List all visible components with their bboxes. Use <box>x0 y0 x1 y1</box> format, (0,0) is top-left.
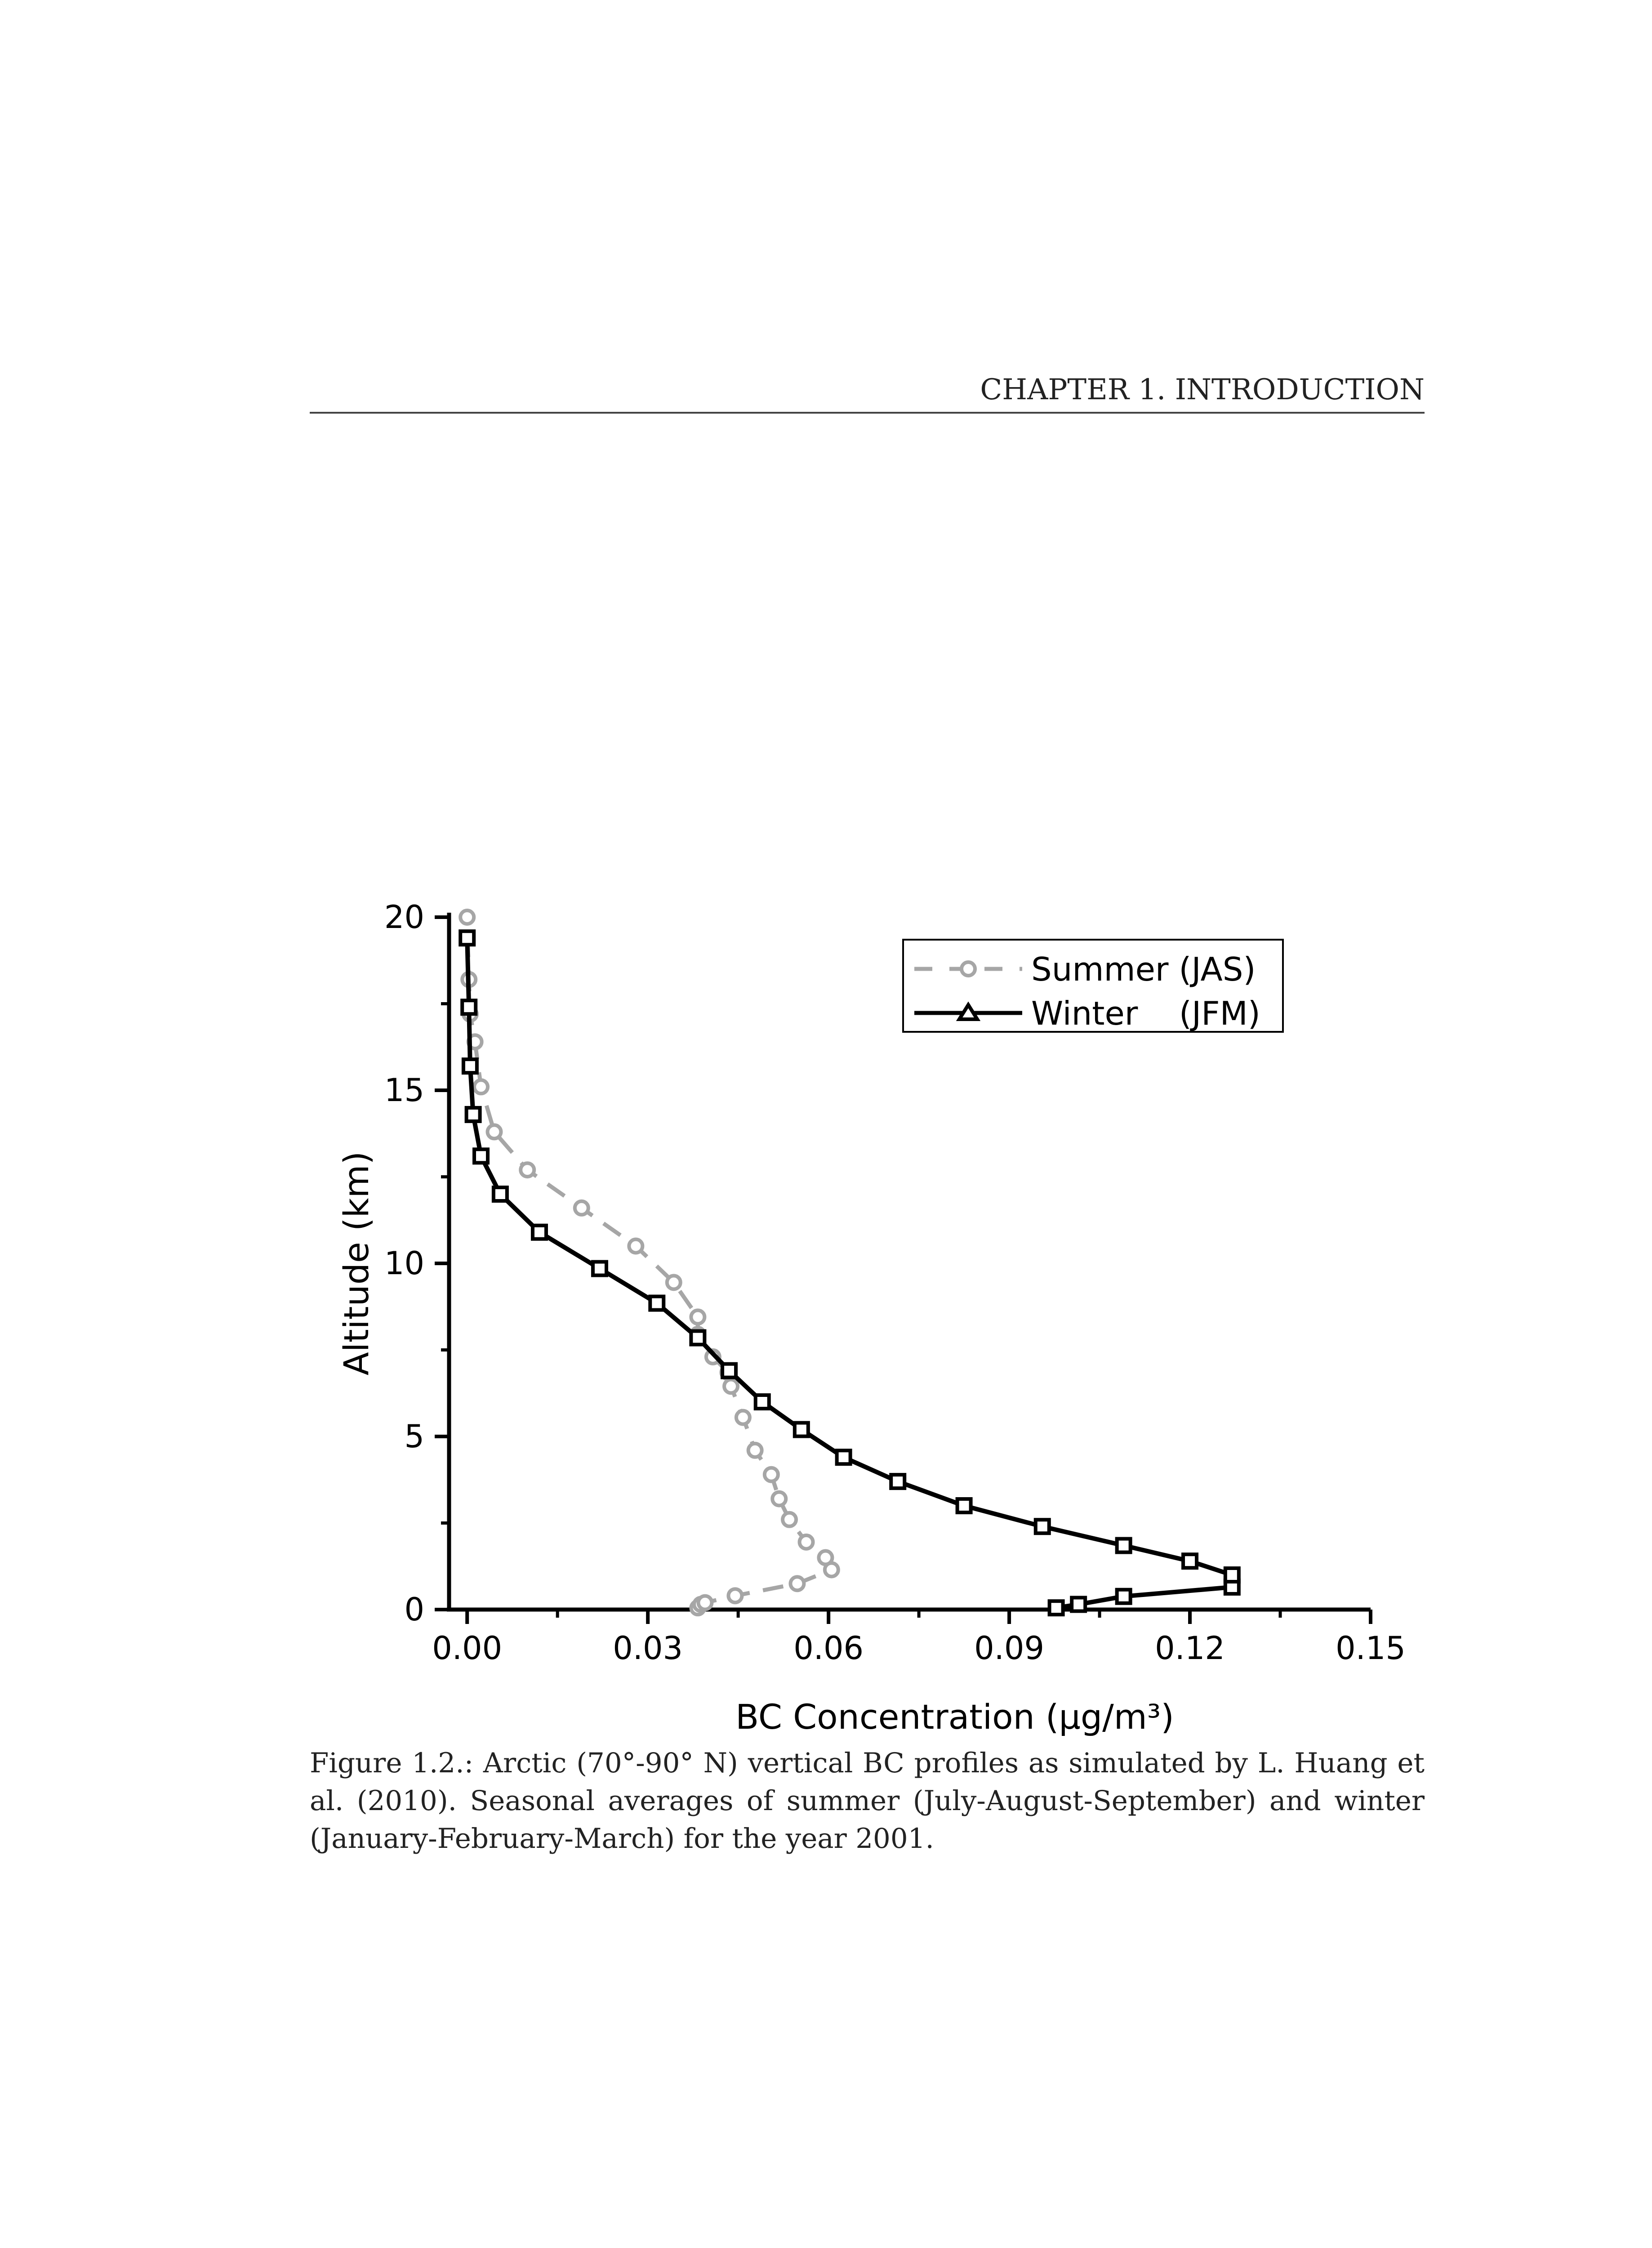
figure-caption: Figure 1.2.: Arctic (70°-90° N) vertical BC profiles as simulated by L. Huang et al. (2010). Seasonal averages of summer (July-August-September) and winter (January-February-March) for the year 2001. <box>310 1747 1425 1855</box>
winter-point <box>460 931 474 945</box>
winter-legend-label: Winter (JFM) <box>1031 995 1260 1032</box>
summer-point <box>575 1201 588 1215</box>
summer-point <box>474 1080 488 1093</box>
summer-point <box>736 1411 750 1424</box>
summer-point <box>487 1125 501 1138</box>
summer-point <box>765 1468 778 1481</box>
winter-point <box>1183 1554 1197 1568</box>
summer-point <box>819 1551 832 1565</box>
winter-point <box>494 1187 507 1201</box>
winter-point <box>957 1499 971 1512</box>
y-tick-label: 0 <box>404 1591 424 1628</box>
bc-profile-chart <box>310 881 1434 1744</box>
chart-legend <box>903 940 1283 1032</box>
y-tick-label: 5 <box>404 1418 424 1455</box>
summer-point <box>724 1379 738 1393</box>
header-rule <box>310 412 1425 414</box>
x-tick-label: 0.15 <box>1336 1630 1406 1667</box>
winter-point <box>1117 1590 1131 1603</box>
winter-point <box>650 1297 663 1310</box>
x-tick-label: 0.12 <box>1155 1630 1225 1667</box>
summer-point <box>629 1240 642 1253</box>
winter-point <box>691 1331 704 1345</box>
summer-point <box>748 1444 762 1457</box>
summer-point <box>460 910 474 924</box>
winter-point <box>756 1395 769 1409</box>
winter-point <box>1225 1568 1239 1582</box>
winter-point <box>463 1059 477 1073</box>
winter-point <box>722 1364 736 1378</box>
winter-point <box>795 1423 808 1436</box>
summer-legend-marker <box>962 962 975 976</box>
x-tick-label: 0.09 <box>974 1630 1045 1667</box>
summer-point <box>728 1589 742 1602</box>
y-tick-label: 10 <box>384 1245 424 1282</box>
winter-line <box>467 938 1232 1608</box>
summer-point <box>772 1492 786 1506</box>
summer-point <box>698 1596 712 1610</box>
winter-point <box>1050 1601 1063 1615</box>
running-header <box>310 373 1425 414</box>
winter-point <box>1072 1597 1085 1611</box>
summer-series <box>460 910 838 1615</box>
winter-series <box>460 931 1239 1615</box>
winter-point <box>1117 1539 1131 1552</box>
summer-point <box>790 1577 804 1590</box>
winter-point <box>1036 1520 1049 1533</box>
y-tick-label: 20 <box>384 899 424 936</box>
x-tick-label: 0.06 <box>793 1630 864 1667</box>
y-tick-label: 15 <box>384 1072 424 1109</box>
summer-point <box>521 1163 534 1177</box>
winter-point <box>533 1226 546 1239</box>
summer-point <box>667 1276 681 1289</box>
x-tick-label: 0.00 <box>432 1630 503 1667</box>
winter-point <box>467 1108 480 1121</box>
winter-point <box>474 1149 488 1163</box>
summer-point <box>783 1513 796 1526</box>
summer-point <box>691 1310 704 1324</box>
winter-point <box>891 1475 904 1488</box>
winter-point <box>837 1450 850 1464</box>
winter-point <box>593 1262 606 1276</box>
summer-legend-label: Summer (JAS) <box>1031 950 1256 988</box>
summer-point <box>800 1535 813 1549</box>
x-tick-label: 0.03 <box>613 1630 683 1667</box>
x-axis-label: BC Concentration (μg/m³) <box>735 1697 1174 1737</box>
header-title: CHAPTER 1. INTRODUCTION <box>980 373 1425 406</box>
y-axis-label: Altitude (km) <box>336 1151 376 1376</box>
winter-point <box>462 1000 476 1014</box>
